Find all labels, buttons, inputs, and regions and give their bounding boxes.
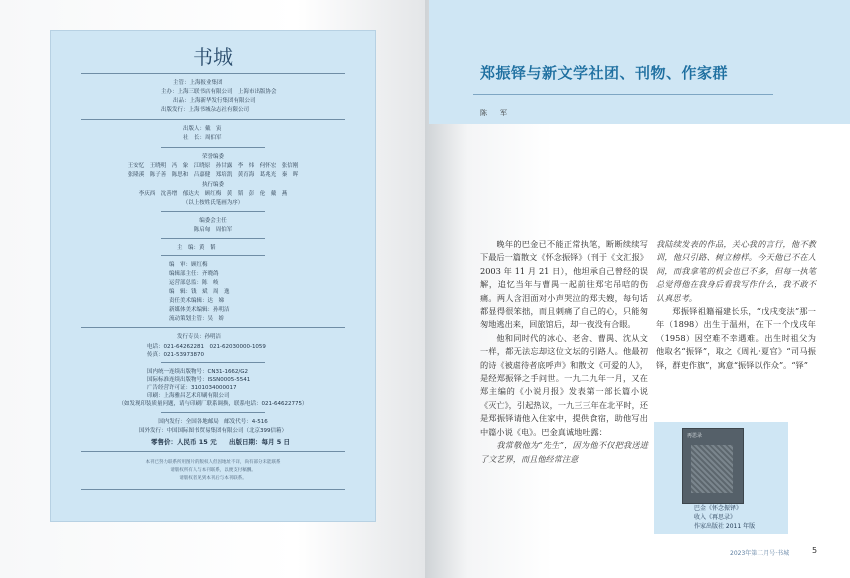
- phone-line: 电话：021-64262281 021-62030000-1059: [147, 344, 266, 350]
- director-line: 社 长：周伯军: [183, 135, 222, 141]
- paragraph: 郑振铎祖籍福建长乐，“戊戌变法”那一年（1898）出生于温州，在下一个戊戌年（1958）因空难不幸遇难。出生时祖父为他取名“振铎”，取之《周礼·夏官》“司马振铎，群吏作旗”，寓意“振铎以作众”。“铎”: [656, 306, 816, 370]
- org-line: 主管：上海报业集团: [173, 80, 223, 86]
- quote-text: 我陆续发表的作品，关心我的言行，他不教训，他只引路、树立榜样。今天他已不在人间，而我拿笔的机会也已不多，但每一执笔总觉得他在我身后看我写作什么，我不敢不认真思考。: [656, 239, 816, 303]
- staff-line: 编辑部主任：齐晓鸽: [169, 271, 219, 277]
- book-figure: [654, 422, 788, 534]
- issn-line: 国内统一连续出版物号：CN31-1662/G2: [147, 369, 249, 375]
- dist-overseas: 国外发行：中国国际图书贸易集团有限公司（北京399信箱）: [139, 428, 287, 434]
- page-number: 5: [812, 546, 818, 555]
- org-line: 主办：上海三联书店有限公司 上海市出版协会: [161, 89, 277, 95]
- note-line: 请版权者见到本刊后与本刊联系。: [179, 476, 247, 481]
- caption-line: 收入《再思录》: [694, 514, 737, 521]
- divider: [161, 238, 265, 239]
- book-cover-title: 再思录: [687, 433, 703, 439]
- staff-line: 责任美术编辑：达 娣: [169, 298, 225, 304]
- deputy-heading: 编委会主任: [199, 218, 227, 224]
- issn-line: 广告经营许可证：3101034000017: [147, 385, 237, 391]
- fax-line: 传真：021-53973870: [147, 352, 204, 358]
- quote: [480, 439, 648, 466]
- issn-line: 印刷：上海雅昌艺术印刷有限公司: [147, 393, 230, 399]
- divider: [81, 327, 345, 328]
- divider: [161, 211, 265, 212]
- divider: [161, 362, 265, 363]
- article-title: 郑振铎与新文学社团、刊物、作家群: [480, 64, 729, 82]
- divider: [81, 73, 345, 74]
- book-caption: [694, 504, 755, 531]
- dist-domestic: 国内发行：全国各地邮局 邮发代号：4-516: [158, 419, 268, 425]
- issue-footer: 2023年第二月号·书城: [730, 550, 790, 557]
- staff-line: 运营部总监：陈 岐: [169, 280, 219, 286]
- staff-line: 流动策划主管：吴 娇: [169, 316, 225, 322]
- exec-note: （以上按姓氏笔画为序）: [182, 200, 244, 206]
- org-line: 出版发行：上海书城杂志社有限公司: [161, 107, 250, 113]
- issn-line: 国际标准连续出版物号：ISSN0005-5541: [147, 377, 251, 383]
- staff-line: 编 辑：钱 斌 周 逸: [169, 289, 230, 295]
- honorary-row: 王安忆 王晓明 冯 象 江晓原 孙甘露 李 炜 何怀宏 张信刚: [127, 163, 299, 169]
- staff-line: 编 审：顾红梅: [169, 262, 208, 268]
- divider: [161, 412, 265, 413]
- exec-row: 李庆西 沈善增 郁达夫 顾红梅 黄 韬 彭 伦 戴 燕: [138, 191, 288, 197]
- book-cover-image: [682, 428, 744, 504]
- title-rule: [473, 94, 773, 95]
- divider: [81, 451, 345, 452]
- caption-line: 巴金《怀念振铎》: [694, 505, 743, 512]
- honorary-row: 张隆溪 陈子善 陈思和 吕嘉健 郑培凯 黄育海 葛兆光 秦 晖: [127, 172, 299, 178]
- release-line: 出版日期：每月 5 日: [229, 438, 291, 446]
- note-line: 本刊已努力联系所用图片的版权人但因地址不详，尚有部分未能联系: [145, 460, 281, 465]
- article-author: 陈 军: [480, 109, 510, 117]
- article-column-right: [656, 238, 816, 372]
- distributor-line: 发行专员：孙明洁: [177, 334, 222, 340]
- divider: [161, 255, 265, 256]
- chief-editor: 主 编：黄 韬: [177, 245, 216, 251]
- staff-line: 新媒体美术编辑：孙明洁: [169, 307, 230, 313]
- divider: [161, 147, 265, 148]
- article-column-left: [480, 238, 648, 466]
- org-line: 出品：上海新华发行集团有限公司: [173, 98, 256, 104]
- divider: [81, 489, 345, 490]
- honorary-heading: 荣誉编委: [201, 154, 224, 160]
- quote-text: 我常敬他为“先生”，因为他不仅把我送进了文艺界，而且他经常注意: [480, 440, 648, 464]
- masthead-box: [50, 30, 376, 522]
- exec-heading: 执行编委: [201, 182, 224, 188]
- masthead-title: 书城: [193, 45, 233, 69]
- book-cover-art: [691, 445, 733, 493]
- quote-cont: [656, 238, 816, 305]
- paragraph: 他和同时代的冰心、老舍、曹禺、沈从文一样，都无法忘却这位文坛的引路人。他最初的诗《被虐待者底呼声》和散文《可爱的人》，是经郑振铎之手问世。一九二九年一月，又在郑主编的《小说月报》发表第一部长篇小说《灭亡》，引起热议，一九三三年在北平时，还是郑振铎请他入住家中，提供食宿，助他写出中篇小说《电》。巴金真诚地吐露：: [480, 332, 648, 437]
- issn-line: （如发现印装质量问题，请与印刷厂联系调换，联系电话：021-64622775）: [118, 401, 308, 407]
- price-line: 零售价：人民币 15 元: [151, 438, 217, 446]
- deputy-row: 陈启甸 周伯军: [193, 227, 233, 233]
- paragraph: 晚年的巴金已不能正常执笔，断断续续写下最后一篇散文《怀念振铎》（刊于《文汇报》2003 年 11 月 21 日），他坦承自己曾经的误解，追忆当年与曹禺一起前往郑宅吊唁的伤痛。两人含泪面对小声哭泣的郑夫嫂，每句话都显得很笨拙，而且刺痛了自己的心，只能匆匆地逃出来，回旅馆后，却一夜没有合眼。: [480, 239, 648, 330]
- note-line: 请版权所有人与本刊联系，以便支付稿酬。: [170, 468, 256, 473]
- publisher-line: 出版人：戴 寅: [183, 126, 222, 132]
- divider: [81, 119, 345, 120]
- caption-line: 作家出版社 2011 年版: [694, 523, 756, 530]
